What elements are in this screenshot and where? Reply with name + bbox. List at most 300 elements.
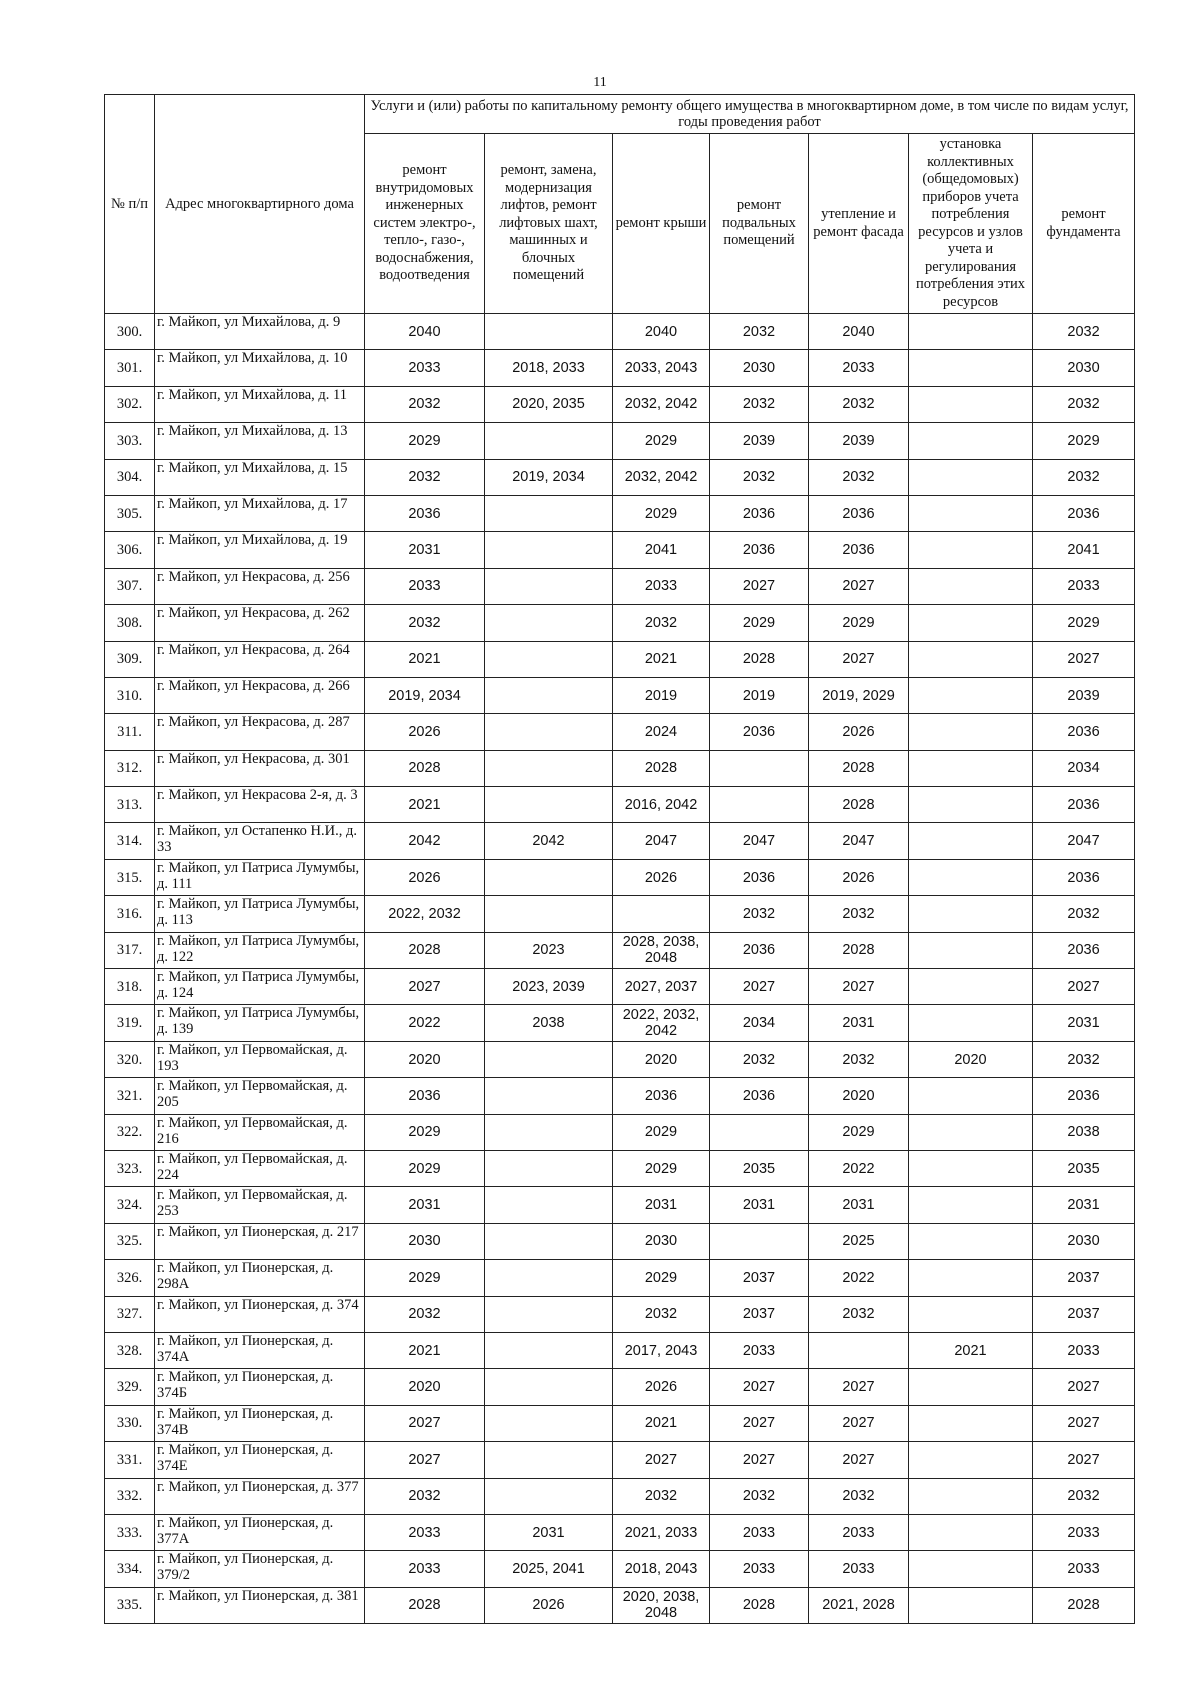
row-year-cell: 2029 (613, 1114, 710, 1150)
row-year-cell (909, 459, 1033, 495)
row-year-cell: 2038 (1033, 1114, 1135, 1150)
row-year-cell: 2022, 2032, 2042 (613, 1005, 710, 1041)
row-year-cell: 2021 (613, 1405, 710, 1441)
row-year-cell: 2028 (365, 1587, 485, 1623)
row-year-cell: 2032 (809, 1478, 909, 1514)
row-year-cell (710, 1114, 809, 1150)
row-year-cell (485, 314, 613, 350)
row-number: 332. (105, 1478, 155, 1514)
row-year-cell: 2032 (710, 1478, 809, 1514)
row-year-cell: 2021 (613, 641, 710, 677)
row-year-cell: 2028, 2038, 2048 (613, 932, 710, 968)
row-number: 313. (105, 787, 155, 823)
row-year-cell: 2032 (613, 1296, 710, 1332)
row-year-cell: 2040 (365, 314, 485, 350)
row-year-cell: 2032 (365, 1478, 485, 1514)
table-row (105, 532, 1135, 568)
header-col-foundation: ремонт фундамента (1033, 134, 1135, 314)
row-year-cell: 2031 (365, 1187, 485, 1223)
row-address: г. Майкоп, ул Патриса Лумумбы, д. 139 (155, 1005, 365, 1041)
row-year-cell: 2033, 2043 (613, 350, 710, 386)
row-year-cell: 2032 (809, 1041, 909, 1077)
row-year-cell: 2033 (710, 1551, 809, 1587)
row-year-cell: 2047 (710, 823, 809, 859)
row-year-cell: 2036 (1033, 787, 1135, 823)
row-year-cell: 2047 (613, 823, 710, 859)
row-year-cell: 2032 (710, 459, 809, 495)
row-year-cell: 2036 (710, 714, 809, 750)
row-year-cell (909, 1078, 1033, 1114)
row-year-cell: 2020 (365, 1041, 485, 1077)
row-year-cell: 2029 (365, 423, 485, 459)
row-year-cell: 2021 (909, 1332, 1033, 1368)
row-number: 333. (105, 1514, 155, 1550)
table-row (105, 1478, 1135, 1514)
row-year-cell: 2031 (809, 1187, 909, 1223)
row-year-cell: 2036 (613, 1078, 710, 1114)
row-year-cell: 2032 (365, 1296, 485, 1332)
row-year-cell (485, 1296, 613, 1332)
row-address: г. Майкоп, ул Первомайская, д. 205 (155, 1078, 365, 1114)
row-year-cell (909, 677, 1033, 713)
row-year-cell (485, 423, 613, 459)
row-year-cell (710, 787, 809, 823)
row-year-cell: 2042 (365, 823, 485, 859)
row-year-cell: 2036 (1033, 495, 1135, 531)
table-row (105, 605, 1135, 641)
row-number: 326. (105, 1260, 155, 1296)
table-row (105, 1005, 1135, 1041)
row-year-cell (909, 823, 1033, 859)
row-year-cell (809, 1332, 909, 1368)
row-year-cell: 2027 (710, 969, 809, 1005)
row-year-cell: 2047 (809, 823, 909, 859)
row-year-cell: 2029 (613, 1150, 710, 1186)
row-year-cell: 2028 (710, 1587, 809, 1623)
row-year-cell: 2032 (809, 1296, 909, 1332)
row-number: 312. (105, 750, 155, 786)
table-row (105, 932, 1135, 968)
row-year-cell: 2037 (1033, 1296, 1135, 1332)
row-address: г. Майкоп, ул Первомайская, д. 193 (155, 1041, 365, 1077)
row-year-cell: 2027 (710, 568, 809, 604)
row-year-cell: 2030 (613, 1223, 710, 1259)
row-year-cell (485, 1150, 613, 1186)
row-year-cell: 2031 (485, 1514, 613, 1550)
row-year-cell: 2030 (1033, 1223, 1135, 1259)
row-year-cell: 2033 (710, 1514, 809, 1550)
row-year-cell (485, 1442, 613, 1478)
row-year-cell: 2036 (809, 495, 909, 531)
header-col-roof: ремонт крыши (613, 134, 710, 314)
row-year-cell: 2036 (710, 859, 809, 895)
row-year-cell: 2027 (710, 1369, 809, 1405)
row-year-cell: 2036 (710, 532, 809, 568)
row-year-cell: 2036 (710, 1078, 809, 1114)
row-year-cell (485, 495, 613, 531)
row-year-cell: 2029 (365, 1260, 485, 1296)
row-year-cell (485, 787, 613, 823)
row-year-cell (485, 1405, 613, 1441)
header-col-facade: утепление и ремонт фасада (809, 134, 909, 314)
row-year-cell: 2031 (613, 1187, 710, 1223)
row-year-cell: 2036 (1033, 1078, 1135, 1114)
table-row (105, 1187, 1135, 1223)
row-year-cell: 2037 (710, 1260, 809, 1296)
table-row (105, 1078, 1135, 1114)
row-year-cell: 2041 (1033, 532, 1135, 568)
row-year-cell: 2040 (613, 314, 710, 350)
table-row (105, 314, 1135, 350)
row-year-cell: 2041 (613, 532, 710, 568)
row-year-cell: 2028 (809, 932, 909, 968)
header-col-elevators: ремонт, замена, модернизация лифтов, ремонт лифтовых шахт, машинных и блочных помещений (485, 134, 613, 314)
row-year-cell (909, 969, 1033, 1005)
row-year-cell: 2029 (613, 1260, 710, 1296)
row-year-cell: 2029 (1033, 423, 1135, 459)
row-number: 308. (105, 605, 155, 641)
row-year-cell: 2037 (710, 1296, 809, 1332)
row-year-cell: 2021 (365, 1332, 485, 1368)
row-year-cell (909, 605, 1033, 641)
row-year-cell: 2029 (710, 605, 809, 641)
row-number: 307. (105, 568, 155, 604)
row-year-cell: 2020 (613, 1041, 710, 1077)
row-number: 311. (105, 714, 155, 750)
row-year-cell: 2032 (809, 459, 909, 495)
row-number: 301. (105, 350, 155, 386)
row-year-cell: 2032 (613, 1478, 710, 1514)
row-address: г. Майкоп, ул Первомайская, д. 216 (155, 1114, 365, 1150)
row-year-cell: 2028 (809, 787, 909, 823)
row-number: 331. (105, 1442, 155, 1478)
row-year-cell: 2039 (1033, 677, 1135, 713)
row-year-cell: 2031 (809, 1005, 909, 1041)
row-address: г. Майкоп, ул Пионерская, д. 381 (155, 1587, 365, 1623)
row-number: 305. (105, 495, 155, 531)
row-year-cell: 2029 (365, 1114, 485, 1150)
row-year-cell: 2032, 2042 (613, 386, 710, 422)
row-year-cell: 2036 (365, 1078, 485, 1114)
row-address: г. Майкоп, ул Некрасова, д. 264 (155, 641, 365, 677)
row-year-cell (485, 1041, 613, 1077)
row-year-cell: 2027 (365, 1442, 485, 1478)
row-number: 323. (105, 1150, 155, 1186)
row-year-cell: 2019 (613, 677, 710, 713)
header-services-group: Услуги и (или) работы по капитальному ремонту общего имущества в многоквартирном доме, в том числе по видам услуг, годы проведения работ (365, 95, 1135, 134)
row-year-cell (909, 314, 1033, 350)
row-year-cell (909, 750, 1033, 786)
row-year-cell: 2027 (365, 1405, 485, 1441)
row-number: 316. (105, 896, 155, 932)
row-address: г. Майкоп, ул Пионерская, д. 377А (155, 1514, 365, 1550)
row-year-cell: 2036 (809, 532, 909, 568)
row-address: г. Майкоп, ул Михайлова, д. 11 (155, 386, 365, 422)
row-year-cell (710, 750, 809, 786)
row-year-cell (485, 1478, 613, 1514)
row-year-cell: 2020, 2038, 2048 (613, 1587, 710, 1623)
row-year-cell: 2036 (1033, 932, 1135, 968)
header-num: № п/п (105, 95, 155, 314)
row-address: г. Майкоп, ул Михайлова, д. 9 (155, 314, 365, 350)
row-year-cell: 2023, 2039 (485, 969, 613, 1005)
row-year-cell: 2022 (809, 1260, 909, 1296)
row-year-cell: 2032 (710, 1041, 809, 1077)
row-address: г. Майкоп, ул Пионерская, д. 374В (155, 1405, 365, 1441)
row-year-cell: 2021 (365, 641, 485, 677)
row-year-cell (485, 1369, 613, 1405)
row-year-cell (909, 1005, 1033, 1041)
row-year-cell (485, 532, 613, 568)
row-address: г. Майкоп, ул Михайлова, д. 10 (155, 350, 365, 386)
row-year-cell: 2028 (365, 750, 485, 786)
row-address: г. Майкоп, ул Михайлова, д. 13 (155, 423, 365, 459)
row-year-cell (909, 1442, 1033, 1478)
row-year-cell: 2028 (613, 750, 710, 786)
row-year-cell (710, 1223, 809, 1259)
row-year-cell: 2029 (613, 495, 710, 531)
row-year-cell: 2031 (1033, 1005, 1135, 1041)
row-year-cell: 2032 (613, 605, 710, 641)
row-year-cell: 2019, 2029 (809, 677, 909, 713)
row-year-cell: 2039 (710, 423, 809, 459)
row-number: 330. (105, 1405, 155, 1441)
row-year-cell: 2032 (365, 459, 485, 495)
row-address: г. Майкоп, ул Пионерская, д. 374А (155, 1332, 365, 1368)
row-address: г. Майкоп, ул Пионерская, д. 374Е (155, 1442, 365, 1478)
table-row (105, 1369, 1135, 1405)
row-address: г. Майкоп, ул Пионерская, д. 379/2 (155, 1551, 365, 1587)
row-year-cell (485, 1078, 613, 1114)
row-year-cell: 2028 (809, 750, 909, 786)
row-year-cell: 2033 (365, 1514, 485, 1550)
table-row (105, 1223, 1135, 1259)
row-year-cell (909, 350, 1033, 386)
row-year-cell (485, 1260, 613, 1296)
row-year-cell (909, 495, 1033, 531)
row-year-cell: 2027 (809, 568, 909, 604)
row-year-cell (485, 605, 613, 641)
row-year-cell (613, 896, 710, 932)
row-year-cell: 2032 (710, 896, 809, 932)
row-address: г. Майкоп, ул Пионерская, д. 217 (155, 1223, 365, 1259)
row-year-cell (909, 423, 1033, 459)
row-year-cell: 2026 (613, 859, 710, 895)
row-year-cell: 2035 (710, 1150, 809, 1186)
row-number: 318. (105, 969, 155, 1005)
row-address: г. Майкоп, ул Некрасова, д. 266 (155, 677, 365, 713)
row-number: 327. (105, 1296, 155, 1332)
row-year-cell: 2035 (1033, 1150, 1135, 1186)
row-address: г. Майкоп, ул Первомайская, д. 224 (155, 1150, 365, 1186)
row-year-cell: 2033 (1033, 568, 1135, 604)
row-number: 300. (105, 314, 155, 350)
row-year-cell: 2033 (365, 568, 485, 604)
row-year-cell: 2027 (613, 1442, 710, 1478)
row-year-cell: 2027 (1033, 1369, 1135, 1405)
table-row (105, 896, 1135, 932)
table-row (105, 677, 1135, 713)
row-year-cell: 2036 (1033, 714, 1135, 750)
row-year-cell: 2038 (485, 1005, 613, 1041)
row-number: 317. (105, 932, 155, 968)
row-address: г. Майкоп, ул Патриса Лумумбы, д. 122 (155, 932, 365, 968)
page-number: 11 (593, 75, 607, 90)
row-year-cell (909, 1114, 1033, 1150)
row-address: г. Майкоп, ул Некрасова, д. 287 (155, 714, 365, 750)
row-year-cell: 2030 (710, 350, 809, 386)
row-year-cell (909, 1369, 1033, 1405)
row-number: 334. (105, 1551, 155, 1587)
row-year-cell: 2021 (365, 787, 485, 823)
row-year-cell: 2032 (1033, 1041, 1135, 1077)
row-year-cell: 2027 (809, 1369, 909, 1405)
row-year-cell (909, 896, 1033, 932)
row-year-cell: 2024 (613, 714, 710, 750)
row-year-cell (909, 1551, 1033, 1587)
row-number: 314. (105, 823, 155, 859)
row-year-cell: 2022 (809, 1150, 909, 1186)
table-row (105, 1114, 1135, 1150)
row-year-cell: 2033 (1033, 1514, 1135, 1550)
row-year-cell: 2036 (710, 932, 809, 968)
row-year-cell (909, 1260, 1033, 1296)
capital-repair-table (104, 94, 1135, 1624)
row-address: г. Майкоп, ул Некрасова 2-я, д. 3 (155, 787, 365, 823)
row-year-cell: 2028 (1033, 1587, 1135, 1623)
row-address: г. Майкоп, ул Некрасова, д. 256 (155, 568, 365, 604)
row-number: 319. (105, 1005, 155, 1041)
row-year-cell: 2018, 2033 (485, 350, 613, 386)
row-address: г. Майкоп, ул Патриса Лумумбы, д. 113 (155, 896, 365, 932)
row-year-cell: 2027 (710, 1405, 809, 1441)
row-year-cell: 2032 (1033, 314, 1135, 350)
table-row (105, 1041, 1135, 1077)
row-year-cell: 2019, 2034 (365, 677, 485, 713)
row-year-cell: 2026 (485, 1587, 613, 1623)
row-year-cell: 2019 (710, 677, 809, 713)
row-year-cell (485, 750, 613, 786)
row-address: г. Майкоп, ул Михайлова, д. 17 (155, 495, 365, 531)
row-year-cell: 2032 (809, 896, 909, 932)
row-address: г. Майкоп, ул Некрасова, д. 262 (155, 605, 365, 641)
row-year-cell (485, 641, 613, 677)
row-year-cell: 2033 (365, 1551, 485, 1587)
row-address: г. Майкоп, ул Михайлова, д. 15 (155, 459, 365, 495)
row-number: 309. (105, 641, 155, 677)
row-number: 315. (105, 859, 155, 895)
row-address: г. Майкоп, ул Некрасова, д. 301 (155, 750, 365, 786)
row-number: 302. (105, 386, 155, 422)
table-row (105, 823, 1135, 859)
row-year-cell: 2032 (809, 386, 909, 422)
row-year-cell: 2032 (365, 605, 485, 641)
row-number: 325. (105, 1223, 155, 1259)
table-row (105, 1332, 1135, 1368)
row-address: г. Майкоп, ул Пионерская, д. 374 (155, 1296, 365, 1332)
row-year-cell (909, 1587, 1033, 1623)
row-number: 320. (105, 1041, 155, 1077)
table-row (105, 641, 1135, 677)
row-address: г. Майкоп, ул Патриса Лумумбы, д. 111 (155, 859, 365, 895)
table-row (105, 859, 1135, 895)
row-year-cell (909, 787, 1033, 823)
row-year-cell: 2021, 2028 (809, 1587, 909, 1623)
row-year-cell: 2027 (809, 969, 909, 1005)
row-year-cell: 2036 (365, 495, 485, 531)
row-year-cell: 2032 (365, 386, 485, 422)
row-year-cell (909, 714, 1033, 750)
row-year-cell: 2026 (809, 859, 909, 895)
row-address: г. Майкоп, ул Михайлова, д. 19 (155, 532, 365, 568)
table-row (105, 568, 1135, 604)
row-year-cell: 2026 (809, 714, 909, 750)
row-number: 304. (105, 459, 155, 495)
row-year-cell: 2033 (809, 1551, 909, 1587)
row-year-cell: 2032 (1033, 896, 1135, 932)
row-year-cell: 2033 (613, 568, 710, 604)
row-year-cell: 2019, 2034 (485, 459, 613, 495)
table-row (105, 750, 1135, 786)
row-year-cell (485, 1114, 613, 1150)
row-year-cell: 2032 (710, 314, 809, 350)
table-row (105, 386, 1135, 422)
row-year-cell (909, 1223, 1033, 1259)
row-year-cell (485, 714, 613, 750)
row-year-cell (909, 1514, 1033, 1550)
row-year-cell: 2036 (710, 495, 809, 531)
row-year-cell: 2027 (1033, 969, 1135, 1005)
row-year-cell (909, 1405, 1033, 1441)
row-year-cell: 2034 (710, 1005, 809, 1041)
row-year-cell (909, 1187, 1033, 1223)
table-row (105, 1442, 1135, 1478)
table-row (105, 714, 1135, 750)
row-year-cell (909, 1478, 1033, 1514)
row-year-cell: 2039 (809, 423, 909, 459)
row-year-cell: 2020, 2035 (485, 386, 613, 422)
table-row (105, 1587, 1135, 1623)
row-year-cell (485, 568, 613, 604)
table-row (105, 423, 1135, 459)
row-number: 303. (105, 423, 155, 459)
row-year-cell (909, 932, 1033, 968)
row-year-cell: 2027 (710, 1442, 809, 1478)
row-year-cell: 2040 (809, 314, 909, 350)
row-year-cell: 2029 (809, 1114, 909, 1150)
row-address: г. Майкоп, ул Патриса Лумумбы, д. 124 (155, 969, 365, 1005)
table-row (105, 350, 1135, 386)
row-year-cell: 2029 (365, 1150, 485, 1186)
table-row (105, 1405, 1135, 1441)
row-year-cell: 2031 (710, 1187, 809, 1223)
header-address: Адрес многоквартирного дома (155, 95, 365, 314)
row-year-cell: 2020 (365, 1369, 485, 1405)
row-number: 322. (105, 1114, 155, 1150)
row-year-cell (909, 386, 1033, 422)
row-number: 328. (105, 1332, 155, 1368)
row-year-cell: 2036 (1033, 859, 1135, 895)
table-row (105, 1551, 1135, 1587)
row-year-cell: 2033 (365, 350, 485, 386)
row-year-cell: 2027 (809, 1405, 909, 1441)
row-year-cell: 2017, 2043 (613, 1332, 710, 1368)
row-year-cell: 2021, 2033 (613, 1514, 710, 1550)
row-year-cell: 2018, 2043 (613, 1551, 710, 1587)
row-number: 335. (105, 1587, 155, 1623)
row-year-cell: 2022 (365, 1005, 485, 1041)
row-number: 310. (105, 677, 155, 713)
